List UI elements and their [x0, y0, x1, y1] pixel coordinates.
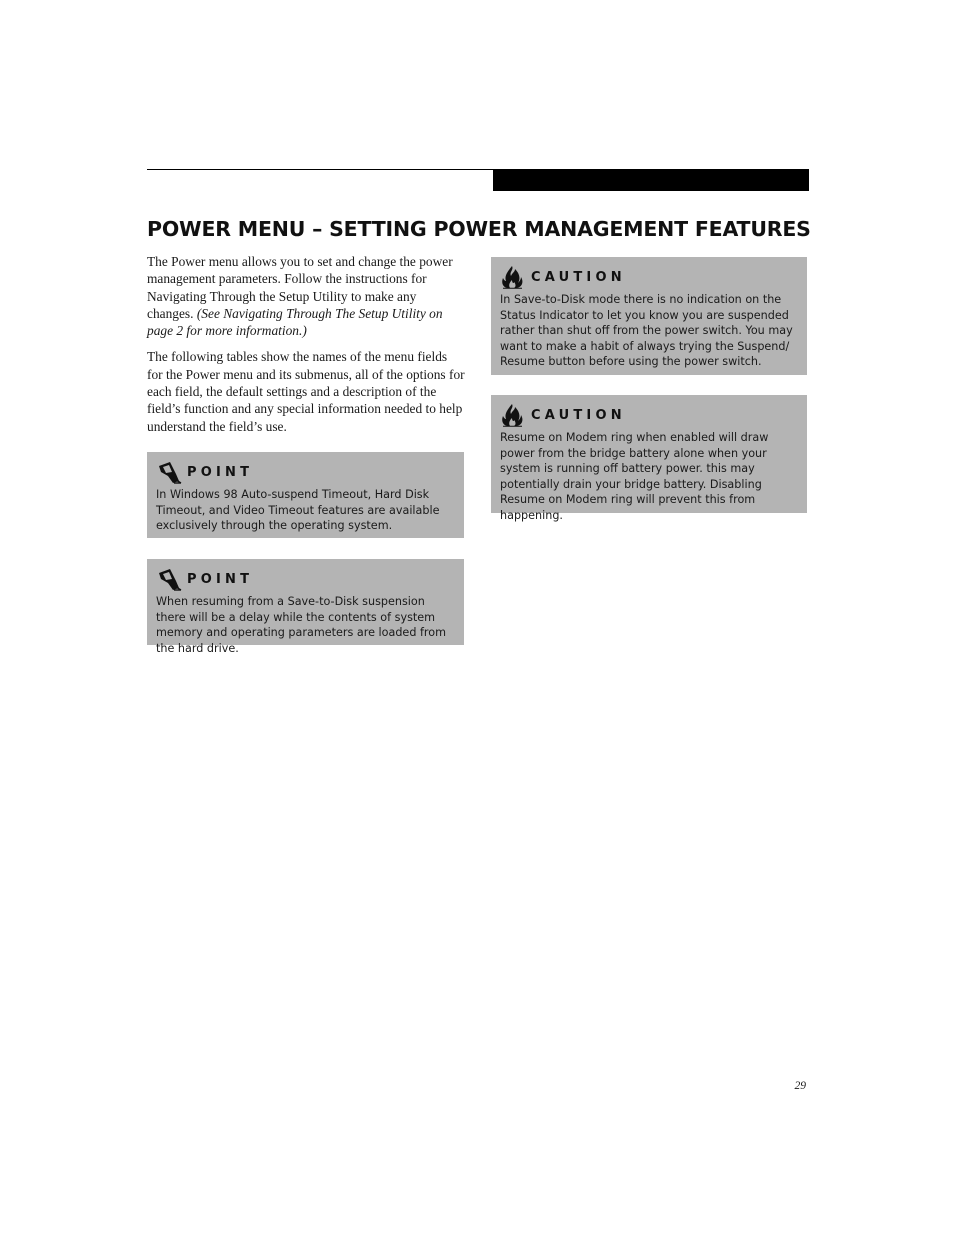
intro-paragraph-2: The following tables show the names of the menu fields for the Power menu and its submenus, all of the options for each field, the default settings and a description of the field’s function and any special information needed to help understand the field’s use.	[147, 349, 465, 434]
pointing-hand-icon	[156, 460, 182, 484]
point-box-2	[147, 559, 464, 655]
page-title: POWER MENU – SETTING POWER MANAGEMENT FEATURES	[147, 217, 811, 241]
point-heading	[156, 460, 454, 484]
intro-paragraph-1	[147, 253, 465, 339]
point-label: POINT	[187, 571, 254, 587]
page-number: 29	[794, 1080, 806, 1092]
caution-label: CAUTION	[531, 269, 626, 285]
point-label: POINT	[187, 464, 254, 480]
caution-heading	[500, 265, 797, 289]
caution-label: CAUTION	[531, 407, 626, 423]
flame-icon	[500, 403, 526, 427]
caution-box-2	[491, 395, 807, 522]
intro-paragraph-1-text: The Power menu allows you to set and change the power management parameters. Follow the instructions for Navigating Through the Setup Utility to make any changes.	[147, 254, 453, 321]
header-rule-bar	[493, 169, 809, 191]
flame-icon	[500, 265, 526, 289]
point-box-1	[147, 452, 464, 538]
caution-box-1	[491, 257, 807, 375]
intro-cross-reference: (See Navigating Through The Setup Utility on page 2 for more information.)	[147, 305, 443, 339]
pointing-hand-icon	[156, 567, 182, 591]
caution-text: In Save-to-Disk mode there is no indication on the Status Indicator to let you know you are suspended rather than shut off from the power switch. You may want to make a habit of always trying the Suspend/ Resume button before using the power switch.	[500, 293, 793, 369]
intro-column	[147, 253, 465, 444]
point-heading	[156, 567, 454, 591]
point-text: When resuming from a Save-to-Disk suspension there will be a delay while the contents of system memory and operating parameters are loaded from the hard drive.	[156, 595, 447, 655]
caution-text: Resume on Modem ring when enabled will draw power from the bridge battery alone when your system is running off battery power. this may potentially drain your bridge battery. Disabling Resume on Modem ring will prevent this from happening.	[500, 431, 769, 522]
point-text: In Windows 98 Auto-suspend Timeout, Hard Disk Timeout, and Video Timeout features are available exclusively through the operating system.	[156, 488, 440, 533]
caution-heading	[500, 403, 797, 427]
header-rule-line	[147, 169, 493, 170]
